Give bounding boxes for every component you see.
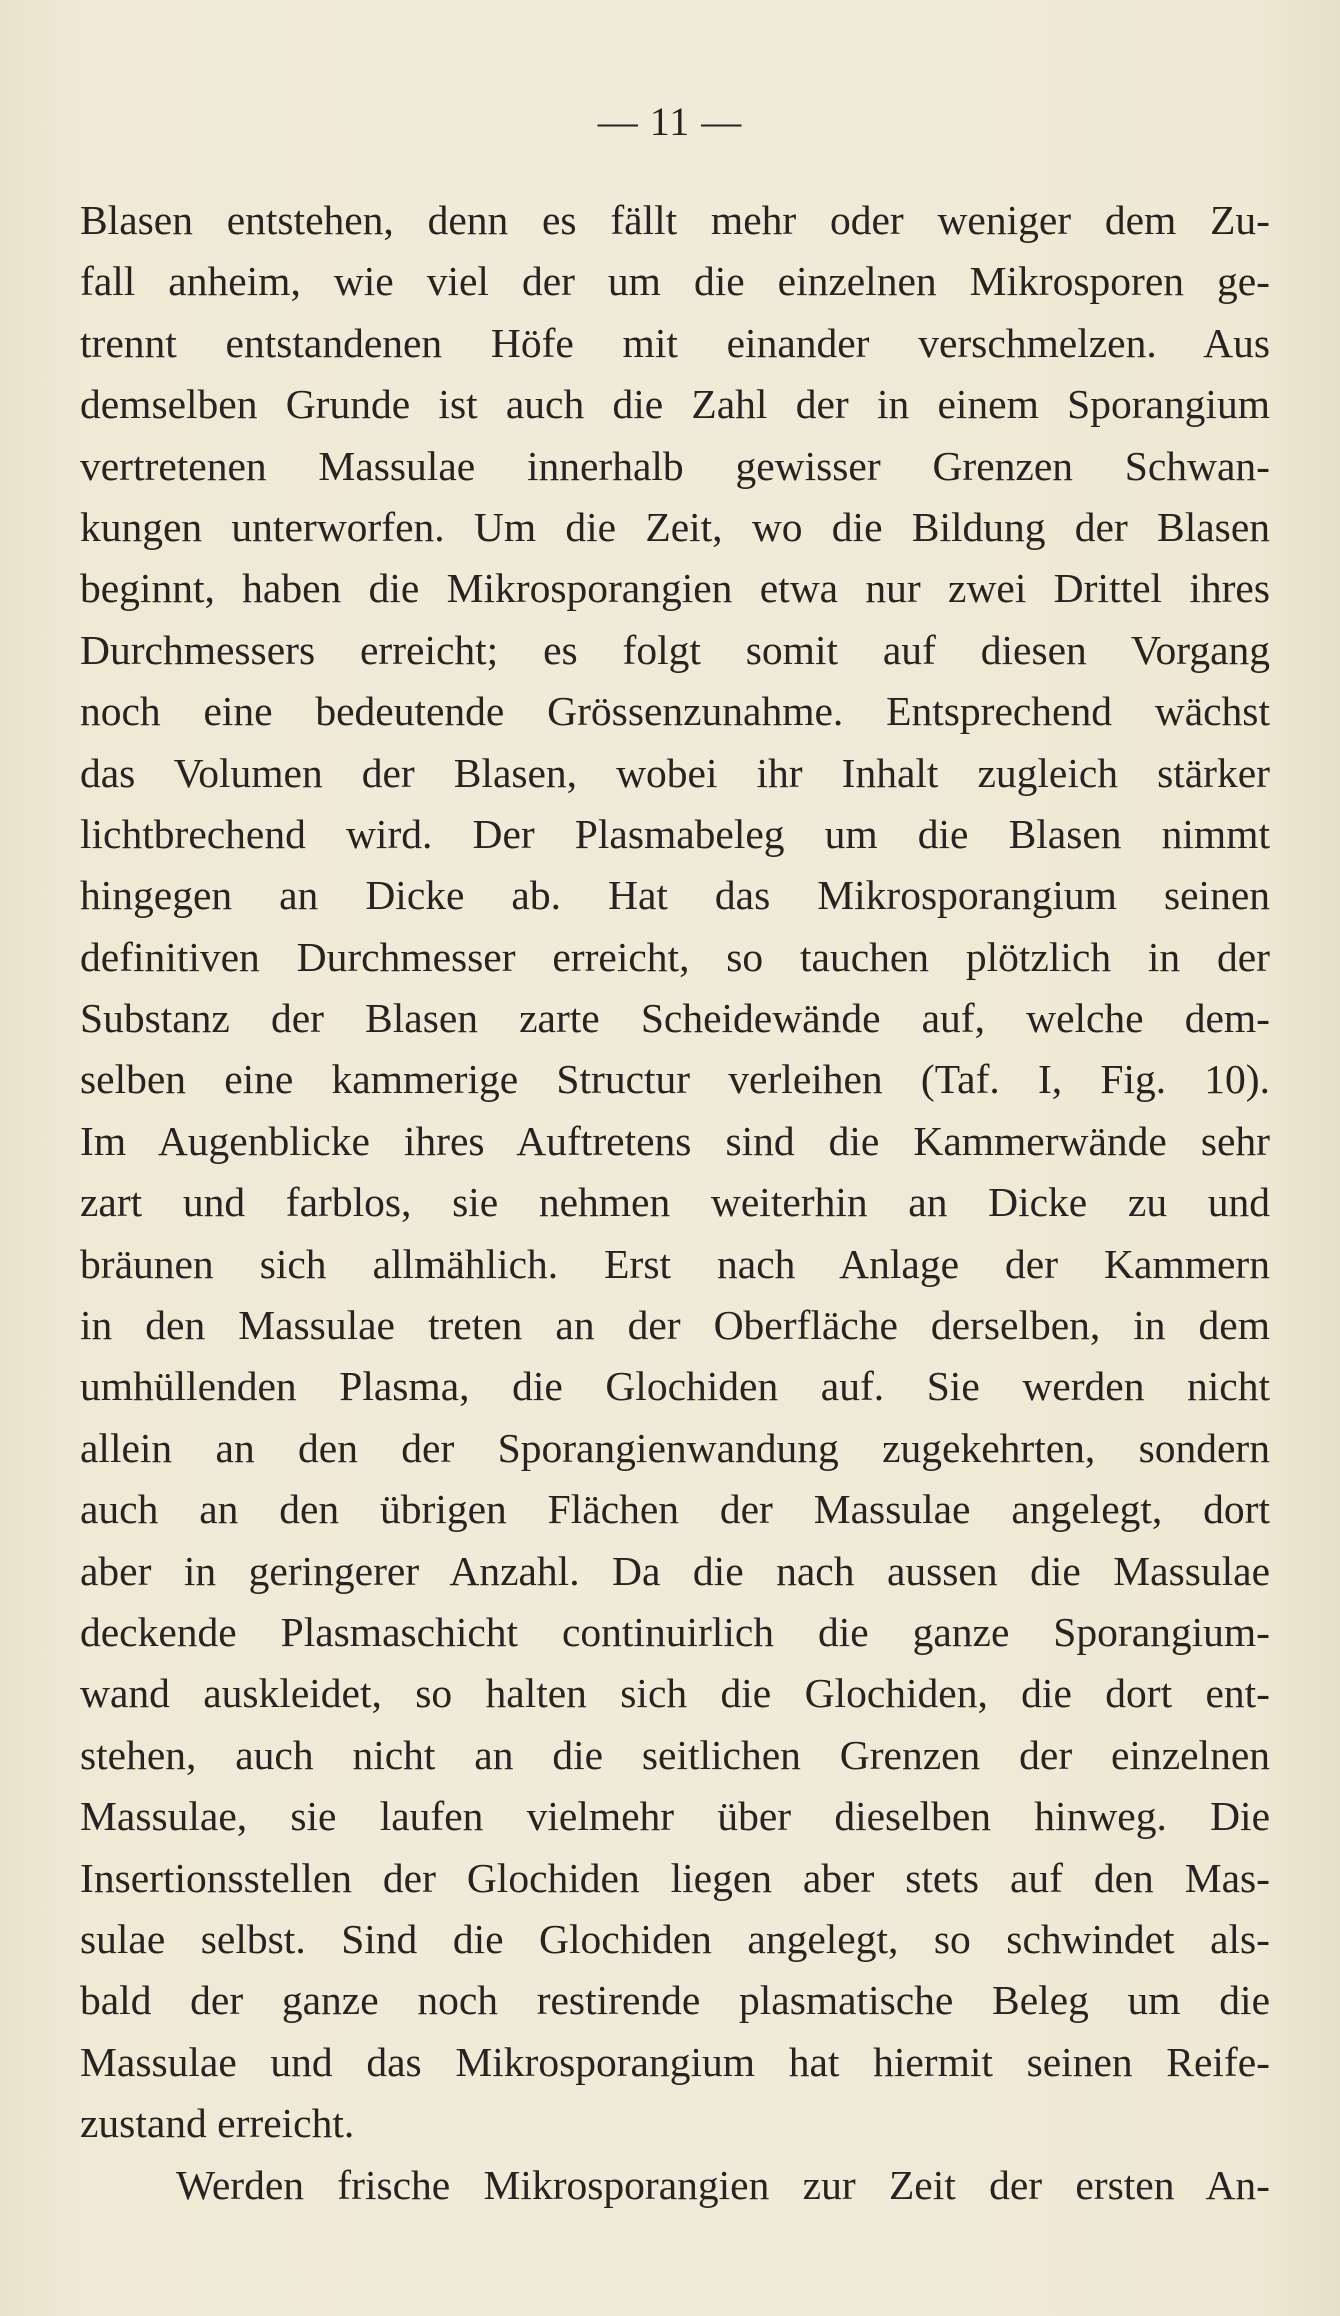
text-line: vertretenen Massulae innerhalb gewisser Grenzen Schwan- bbox=[80, 442, 1270, 489]
body-text bbox=[80, 190, 1270, 2216]
text-line: Blasen entstehen, denn es fällt mehr oder weniger dem Zu- bbox=[80, 197, 1270, 243]
text-line: definitiven Durchmesser erreicht, so tauchen plötzlich in der bbox=[80, 933, 1270, 980]
text-line: Substanz der Blasen zarte Scheidewände auf, welche dem- bbox=[80, 995, 1270, 1042]
text-line: fall anheim, wie viel der um die einzelnen Mikrosporen ge- bbox=[80, 258, 1270, 305]
text-line: stehen, auch nicht an die seitlichen Grenzen der einzelnen bbox=[80, 1731, 1270, 1778]
text-line: bald der ganze noch restirende plasmatische Beleg um die bbox=[80, 1977, 1270, 2024]
text-line: Massulae und das Mikrosporangium hat hiermit seinen Reife- bbox=[80, 2038, 1270, 2085]
text-line: hingegen an Dicke ab. Hat das Mikrosporangium seinen bbox=[80, 872, 1270, 919]
text-line: demselben Grunde ist auch die Zahl der in einem Sporangium bbox=[80, 381, 1270, 428]
text-line: lichtbrechend wird. Der Plasmabeleg um die Blasen nimmt bbox=[80, 810, 1270, 857]
text-line: noch eine bedeutende Grössenzunahme. Entsprechend wächst bbox=[80, 688, 1270, 735]
text-line: selben eine kammerige Structur verleihen (Taf. I, Fig. 10). bbox=[80, 1056, 1270, 1103]
text-line: Werden frische Mikrosporangien zur Zeit der ersten An- bbox=[176, 2161, 1270, 2208]
text-line: Durchmessers erreicht; es folgt somit auf diesen Vorgang bbox=[80, 626, 1270, 673]
text-line: zustand erreicht. bbox=[80, 2100, 355, 2147]
text-line: das Volumen der Blasen, wobei ihr Inhalt zugleich stärker bbox=[80, 749, 1270, 796]
page-number: — 11 — bbox=[597, 99, 743, 144]
text-line: trennt entstandenen Höfe mit einander verschmelzen. Aus bbox=[80, 319, 1270, 366]
text-line: wand auskleidet, so halten sich die Glochiden, die dort ent- bbox=[80, 1670, 1270, 1717]
paragraph-2 bbox=[80, 2155, 1270, 2216]
text-line: auch an den übrigen Flächen der Massulae angelegt, dort bbox=[80, 1486, 1270, 1533]
text-line: Im Augenblicke ihres Auftretens sind die Kammerwände sehr bbox=[80, 1117, 1270, 1164]
text-line: allein an den der Sporangienwandung zugekehrten, sondern bbox=[80, 1424, 1270, 1471]
paragraph-1 bbox=[80, 190, 1270, 2155]
text-line: sulae selbst. Sind die Glochiden angelegt, so schwindet als- bbox=[80, 1915, 1270, 1962]
text-line: deckende Plasmaschicht continuirlich die ganze Sporangium- bbox=[80, 1608, 1270, 1655]
text-line: zart und farblos, sie nehmen weiterhin an Dicke zu und bbox=[80, 1179, 1270, 1226]
text-line: umhüllenden Plasma, die Glochiden auf. Sie werden nicht bbox=[80, 1363, 1270, 1410]
text-line: beginnt, haben die Mikrosporangien etwa nur zwei Drittel ihres bbox=[80, 565, 1270, 612]
text-line: kungen unterworfen. Um die Zeit, wo die Bildung der Blasen bbox=[80, 503, 1270, 550]
text-line: Insertionsstellen der Glochiden liegen aber stets auf den Mas- bbox=[80, 1854, 1270, 1901]
text-line: in den Massulae treten an der Oberfläche derselben, in dem bbox=[80, 1302, 1270, 1349]
text-line: bräunen sich allmählich. Erst nach Anlage der Kammern bbox=[80, 1240, 1270, 1287]
text-line: Massulae, sie laufen vielmehr über dieselben hinweg. Die bbox=[80, 1793, 1270, 1840]
text-line: aber in geringerer Anzahl. Da die nach aussen die Massulae bbox=[80, 1547, 1270, 1594]
